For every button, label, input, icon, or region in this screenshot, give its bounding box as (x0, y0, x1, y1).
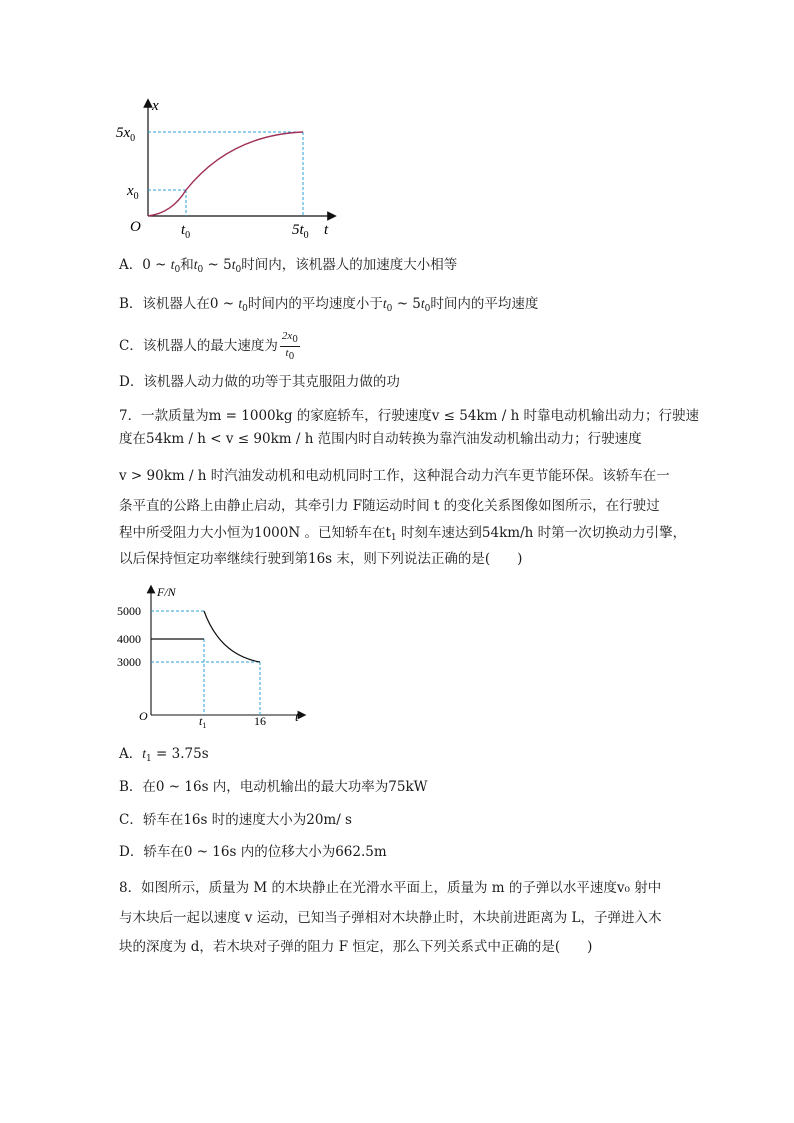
q7-stem-line-4: 条平直的公路上由静止启动，其牵引力 F随运动时间 t 的变化关系图像如图所示，在行驶过 (119, 498, 660, 514)
origin-label: O (130, 219, 141, 235)
q6-option-b: B．该机器人在0 ~ $t_0$时间内的平均速度小于$t_0$ ~ $5t_0$时间内的平均速度 (119, 296, 539, 314)
q7-option-c: C．轿车在16s 时的速度大小为20m/ s (119, 812, 352, 828)
figure-f-t-graph (112, 583, 312, 731)
q8-stem-line-3: 块的深度为 d，若木块对子弹的阻力 F 恒定，那么下列关系式中正确的是( ) (119, 939, 593, 955)
x-tick-5t0: $5t_0$ (292, 222, 309, 240)
f-tick-4000: 4000 (117, 632, 141, 646)
q7-stem-line-2: 度在54km / h < v ≤ 90km / h 范围内时自动转换为靠汽油发动机输出动力；行驶速度 (119, 431, 642, 447)
q7-option-b: B．在0 ~ 16s 内，电动机输出的最大功率为75kW (119, 779, 428, 795)
q7-option-a: A．$t_1 = 3.75s$ (119, 746, 209, 764)
q6-option-a: A．0 ~ $t_0$和$t_0$ ~ $5t_0$时间内，该机器人的加速度大小相等 (119, 257, 458, 275)
q7-stem-line-6: 以后保持恒定功率继续行驶到第16s 末，则下列说法正确的是( ) (119, 551, 523, 567)
q6-option-d: D．该机器人动力做的功等于其克服阻力做的功 (119, 374, 400, 390)
t-tick-t1: $t_1$ (199, 714, 207, 730)
q8-stem-line-1: 8．如图所示，质量为 M 的木块静止在光滑水平面上，质量为 m 的子弹以水平速度v₀ 射中 (119, 880, 662, 896)
y-tick-x0: $x_0$ (127, 183, 139, 202)
q6-option-c: C．该机器人的最大速度为 $\frac{2x_0}{t_0}$ (119, 330, 298, 362)
y-axis-label: x (152, 98, 159, 114)
f-axis-label: F/N (157, 585, 176, 599)
t-axis-label: t (295, 709, 299, 724)
figure-x-t-graph (110, 95, 350, 240)
origin-label: O (139, 709, 148, 723)
q7-stem-line-3: v > 90km / h 时汽油发动机和电动机同时工作，这种混合动力汽车更节能环保。该轿车在一 (119, 468, 670, 484)
max-speed-fraction: $\frac{2x_0}{t_0}$ (281, 330, 298, 362)
t-tick-16: 16 (254, 714, 266, 728)
f-tick-5000: 5000 (117, 604, 141, 618)
f-tick-3000: 3000 (117, 655, 141, 669)
y-tick-5x0: $5x_0$ (116, 125, 136, 144)
q7-stem-line-1: 7．一款质量为m = 1000kg 的家庭轿车，行驶速度v ≤ 54km / h 时靠电动机输出动力；行驶速 (119, 408, 700, 424)
x-axis-label: t (324, 222, 329, 238)
x-tick-t0: $t_0$ (181, 222, 191, 240)
q8-stem-line-2: 与木块后一起以速度 v 运动，已知当子弹相对木块静止时，木块前进距离为 L，子弹进入木 (119, 910, 662, 926)
decreasing-force-curve (204, 611, 260, 662)
q7-stem-line-5: 程中所受阻力大小恒为1000N 。已知轿车在$t_1$ 时刻车速达到54km/h 时第一次切换动力引擎， (119, 525, 687, 543)
x-t-curve (148, 132, 303, 216)
q7-option-d: D．轿车在0 ~ 16s 内的位移大小为662.5m (119, 844, 387, 860)
